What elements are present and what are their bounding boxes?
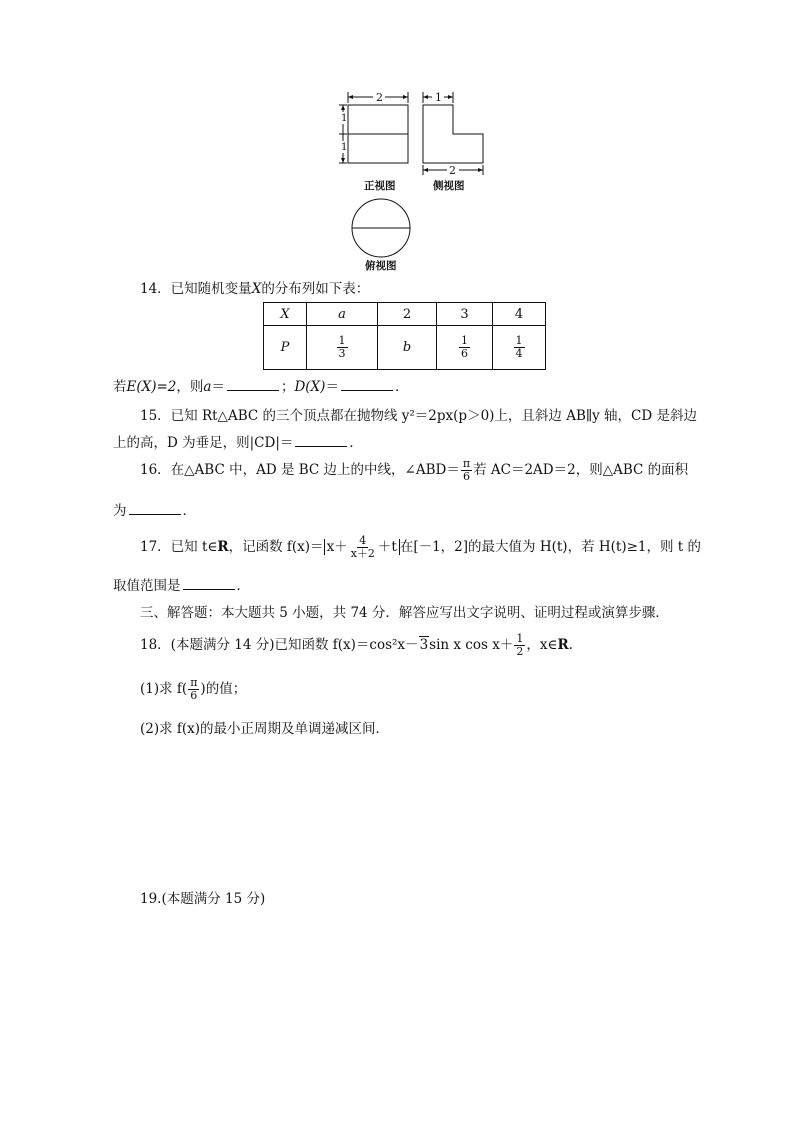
table-cell: P <box>264 326 307 370</box>
q17-line1: 17．已知 t∈R，记函数 f(x)＝ x＋ $\frac{4}{x+2}$ ＋t 在[－1，2]的最大值为 H(t)，若 H(t)≥1，则 t 的 <box>140 534 701 560</box>
q18-part2: (2)求 f(x)的最小正周期及单调递减区间． <box>140 721 390 737</box>
dim-side-width: 2 <box>449 164 456 177</box>
table-cell: X <box>264 303 307 326</box>
answer-blank[interactable] <box>341 378 393 391</box>
table-cell: b <box>378 326 437 370</box>
answer-blank[interactable] <box>183 577 235 590</box>
table-cell: $\frac{1}{6}$ <box>437 326 493 370</box>
top-view-label: 俯视图 <box>365 260 397 272</box>
q14-answer-line: 若E(X)=2，则a＝ ；D(X)＝ ． <box>113 379 409 395</box>
q15-line1: 15．已知 Rt△ABC 的三个顶点都在抛物线 y²＝2px(p＞0)上，且斜边 AB∥y 轴，CD 是斜边 <box>140 408 697 424</box>
q18-stem: 18．(本题满分 14 分)已知函数 f(x)＝cos²x－3sin x cos x＋ $\frac{1}{2}$ ，x∈R. <box>140 632 573 658</box>
q17-line2: 取值范围是 ． <box>113 578 250 594</box>
table-cell: a <box>307 303 378 326</box>
answer-blank[interactable] <box>295 434 347 447</box>
table-cell: 2 <box>378 303 437 326</box>
side-view-label: 侧视图 <box>433 180 465 192</box>
dim-front-h2: 1 <box>341 142 348 153</box>
q16-line1: 16．在△ABC 中，AD 是 BC 边上的中线，∠ABD＝ $\frac{\pi}{6}$ 若 AC＝2AD＝2，则△ABC 的面积 <box>140 457 689 483</box>
q15-line2: 上的高，D 为垂足，则|CD|＝ ． <box>113 435 363 451</box>
dim-front-width: 2 <box>376 91 383 104</box>
answer-blank[interactable] <box>129 502 181 515</box>
answer-blank[interactable] <box>227 378 279 391</box>
q14-stem: 14．已知随机变量X的分布列如下表： <box>140 281 370 297</box>
side-view-shape <box>423 105 483 163</box>
table-row <box>264 326 546 370</box>
dim-side-top: 1 <box>435 91 442 104</box>
table-cell: 3 <box>437 303 493 326</box>
q16-line2: 为 ． <box>113 503 196 519</box>
distribution-table <box>263 302 546 370</box>
dim-front-h1: 1 <box>341 113 348 124</box>
section3-heading: 三、解答题：本大题共 5 小题，共 74 分．解答应写出文字说明、证明过程或演算步骤． <box>140 605 669 621</box>
q19-stem: 19.(本题满分 15 分) <box>140 891 266 907</box>
q18-part1: (1)求 f( $\frac{\pi}{6}$ )的值； <box>140 676 247 702</box>
table-cell: $\frac{1}{3}$ <box>307 326 378 370</box>
front-view-label: 正视图 <box>364 180 396 192</box>
table-cell: $\frac{1}{4}$ <box>493 326 546 370</box>
table-cell: 4 <box>493 303 546 326</box>
table-row <box>264 303 546 326</box>
three-view-figure <box>330 88 500 278</box>
